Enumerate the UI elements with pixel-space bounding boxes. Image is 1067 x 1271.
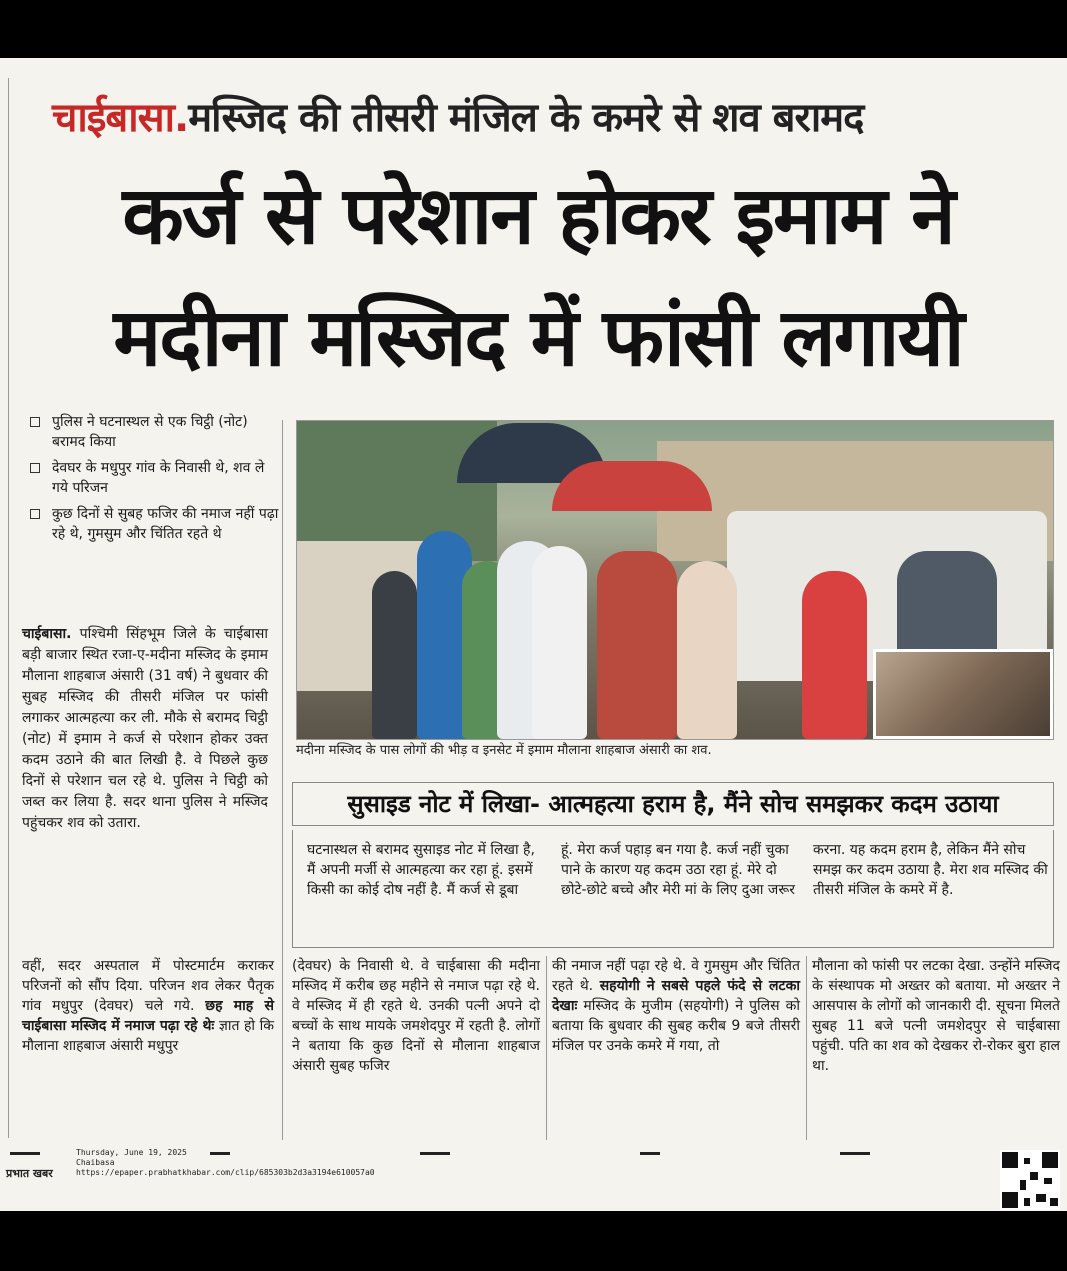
highlight-item: पुलिस ने घटनास्थल से एक चिट्ठी (नोट) बरामद किया — [30, 412, 280, 452]
news-photo — [296, 420, 1054, 740]
crosshead: छह माह से चाईबासा मस्जिद में नमाज पढ़ा रहे थेः — [22, 998, 274, 1034]
dash-rule — [10, 1152, 40, 1155]
photo-caption: मदीना मस्जिद के पास लोगों की भीड़ व इनसेट में इमाम मौलाना शाहबाज अंसारी का शव. — [296, 743, 712, 758]
highlight-item: कुछ दिनों से सुबह फजिर की नमाज नहीं पढ़ा रहे थे, गुमसुम और चिंतित रहते थे — [30, 504, 280, 544]
kicker-text: मस्जिद की तीसरी मंजिल के कमरे से शव बरामद — [188, 95, 864, 141]
clip-date: Thursday, June 19, 2025 — [76, 1148, 187, 1157]
clip-metadata — [76, 1148, 375, 1178]
dateline: चाईबासा. — [22, 626, 72, 642]
lead-paragraph — [22, 624, 268, 834]
dash-rule — [420, 1152, 450, 1155]
highlights-list — [30, 412, 280, 550]
crosshead: सहयोगी ने सबसे पहले फंदे से लटका देखाः — [552, 978, 800, 1014]
headline-line-2: मदीना मस्जिद में फांसी लगायी — [113, 291, 963, 384]
note-column: करना. यह कदम हराम है, लेकिन मैंने सोच समझ कर कदम उठाया है. मेरा शव मस्जिद की तीसरी मंजिल के कमरे में है. — [813, 842, 1048, 898]
square-bullet-icon — [30, 509, 40, 519]
kicker-place: चाईबासा. — [52, 95, 189, 141]
body-column-2: (देवघर) के निवासी थे. वे चाईबासा की मदीना मस्जिद में करीब छह महीने से नमाज पढ़ा रहे थे. वे मस्जिद में ही रहते थे. उनकी पत्नी अपने दो बच्चों के साथ मायके जमशेदपुर में रहती है. लोगों ने बताया कि कुछ दिनों से मौलाना शाहबाज अंसारी सुबह फजिर — [292, 958, 540, 1074]
square-bullet-icon — [30, 463, 40, 473]
lead-text: पश्चिमी सिंहभूम जिले के चाईबासा बड़ी बाजार स्थित रजा-ए-मदीना मस्जिद के इमाम मौलाना शाहबाज अंसारी (31 वर्ष) ने बुधवार की सुबह मस्जिद की तीसरी मंजिल पर फांसी लगाकर आत्महत्या कर ली. मौके से बरामद चिट्ठी (नोट) में इमाम ने कर्ज से परेशान होकर उक्त कदम उठाने की बात लिखी है. वे पिछले कुछ दिनों से परेशान चल रहे थे. पुलिस ने चिट्ठी को जब्त कर लिया है. सदर थाना पुलिस ने मस्जिद पहुंचकर शव को उतारा. — [22, 626, 269, 831]
body-column-1: वहीं, सदर अस्पताल में पोस्टमार्टम कराकर परिजनों को सौंप दिया. परिजन शव लेकर पैतृक गांव मधुपुर (देवघर) चले गये. छह माह से चाईबासा मस्जिद में नमाज पढ़ा रहे थेः ज्ञात हो कि मौलाना शाहबाज अंसारी मधुपुर — [22, 958, 275, 1054]
body-column-4: मौलाना को फांसी पर लटका देखा. उन्होंने मस्जिद के संस्थापक मो अख्तर को बताया. मो अख्तर ने आसपास के लोगों को जानकारी दी. सूचना मिलते सुबह 11 बजे पत्नी जमशेदपुर से चाईबासा पहुंची. पति का शव को देखकर रो-रोकर बुरा हाल था. — [812, 958, 1060, 1074]
inset-photo — [873, 649, 1053, 739]
dash-rule — [640, 1152, 660, 1155]
square-bullet-icon — [30, 417, 40, 427]
highlight-item: देवघर के मधुपुर गांव के निवासी थे, शव ले गये परिजन — [30, 458, 280, 498]
note-column: हूं. मेरा कर्ज पहाड़ बन गया है. कर्ज नहीं चुका पाने के कारण यह कदम उठा रहा हूं. मेरे दो छोटे-छोटे बच्चे और मेरी मां के लिए दुआ जरूर — [561, 842, 795, 898]
clip-edition: Chaibasa — [76, 1158, 115, 1167]
umbrella-icon — [552, 461, 712, 511]
qr-code-icon[interactable] — [1000, 1150, 1060, 1210]
column-divider — [806, 956, 807, 1140]
kicker — [52, 88, 1032, 143]
note-column: घटनास्थल से बरामद सुसाइड नोट में लिखा है, मैं अपनी मर्जी से आत्महत्या कर रहा हूं. इसमें किसी का कोई दोष नहीं है. मैं कर्ज से डूबा — [307, 842, 535, 898]
dash-rule — [840, 1152, 870, 1155]
margin-rule — [8, 78, 9, 1138]
publication-logo: प्रभात खबर — [6, 1167, 53, 1180]
body-column-3: की नमाज नहीं पढ़ा रहे थे. वे गुमसुम और चिंतित रहते थे. सहयोगी ने सबसे पहले फंदे से लटका देखाः मस्जिद के मुजीम (सहयोगी) ने पुलिस को बताया कि बुधवार की सुबह करीब 9 बजे तीसरी मंजिल पर उनके कमरे में गया, तो — [552, 958, 801, 1054]
headline-line-1: कर्ज से परेशान होकर इमाम ने — [122, 169, 954, 262]
newspaper-clipping — [0, 58, 1067, 1211]
suicide-note-heading: सुसाइड नोट में लिखा- आत्महत्या हराम है, मैंने सोच समझकर कदम उठाया — [292, 782, 1054, 826]
clip-url[interactable]: https://epaper.prabhatkhabar.com/clip/685303b2d3a3194e610057a0 — [76, 1168, 375, 1177]
column-divider — [546, 956, 547, 1140]
suicide-note-box — [292, 830, 1054, 948]
column-divider — [282, 420, 283, 1140]
